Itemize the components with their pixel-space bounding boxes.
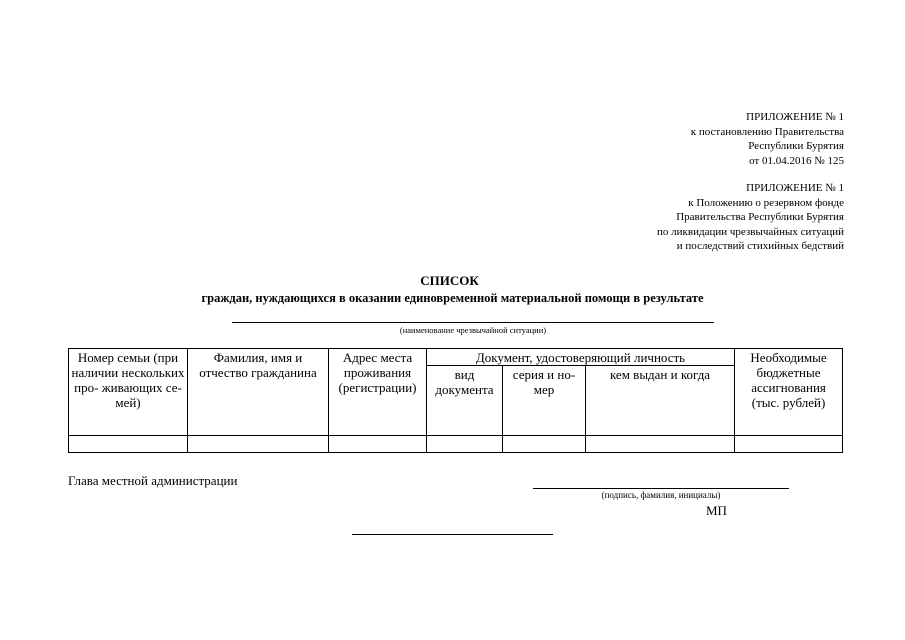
header-document-series: серия и но- мер [503,366,586,436]
appendix-1-line: от 01.04.2016 № 125 [749,154,844,167]
header-budget: Необходимые бюджетные ассигнования (тыс. рублей) [735,349,843,436]
citizens-table [68,348,843,453]
table-cell [329,436,427,453]
header-document-type: вид документа [427,366,503,436]
header-address: Адрес места проживания (регистрации) [329,349,427,436]
appendix-1-line: к постановлению Правительства [690,125,844,138]
stamp-line [352,534,553,535]
stamp-label: МП [706,503,727,518]
appendix-1-header [691,110,844,168]
document-subtitle: граждан, нуждающихся в оказании единовременной материальной помощи в результате [201,291,704,305]
situation-line [232,322,714,323]
table-cell [188,436,329,453]
table-cell [427,436,503,453]
header-document-issued: кем выдан и когда [586,366,735,436]
document-title: СПИСОК [420,273,479,288]
header-full-name: Фамилия, имя и отчество гражданина [188,349,329,436]
appendix-2-line: и последствий стихийных бедствий [676,240,844,252]
table-cell [735,436,843,453]
appendix-1-line: Республики Бурятия [748,140,844,152]
table-cell [503,436,586,453]
appendix-2-header [657,181,844,254]
signer-label: Глава местной администрации [68,473,238,488]
appendix-1-line: ПРИЛОЖЕНИЕ № 1 [746,111,844,123]
table-cell [586,436,735,453]
signature-line [533,488,789,489]
appendix-2-line: по ликвидации чрезвычайных ситуаций [657,225,844,238]
appendix-2-line: ПРИЛОЖЕНИЕ № 1 [746,182,844,194]
table-cell [69,436,188,453]
appendix-2-line: Правительства Республики Бурятия [676,211,844,223]
table-row [69,436,843,453]
situation-caption: (наименование чрезвычайной ситуации) [399,325,547,335]
header-family-number: Номер семьи (при наличии нескольких про- живающих се- мей) [69,349,188,436]
signature-caption: (подпись, фамилия, инициалы) [601,490,721,500]
header-identity-document: Документ, удостоверяющий личность [427,349,735,366]
appendix-2-line: к Положению о резервном фонде [688,196,844,209]
